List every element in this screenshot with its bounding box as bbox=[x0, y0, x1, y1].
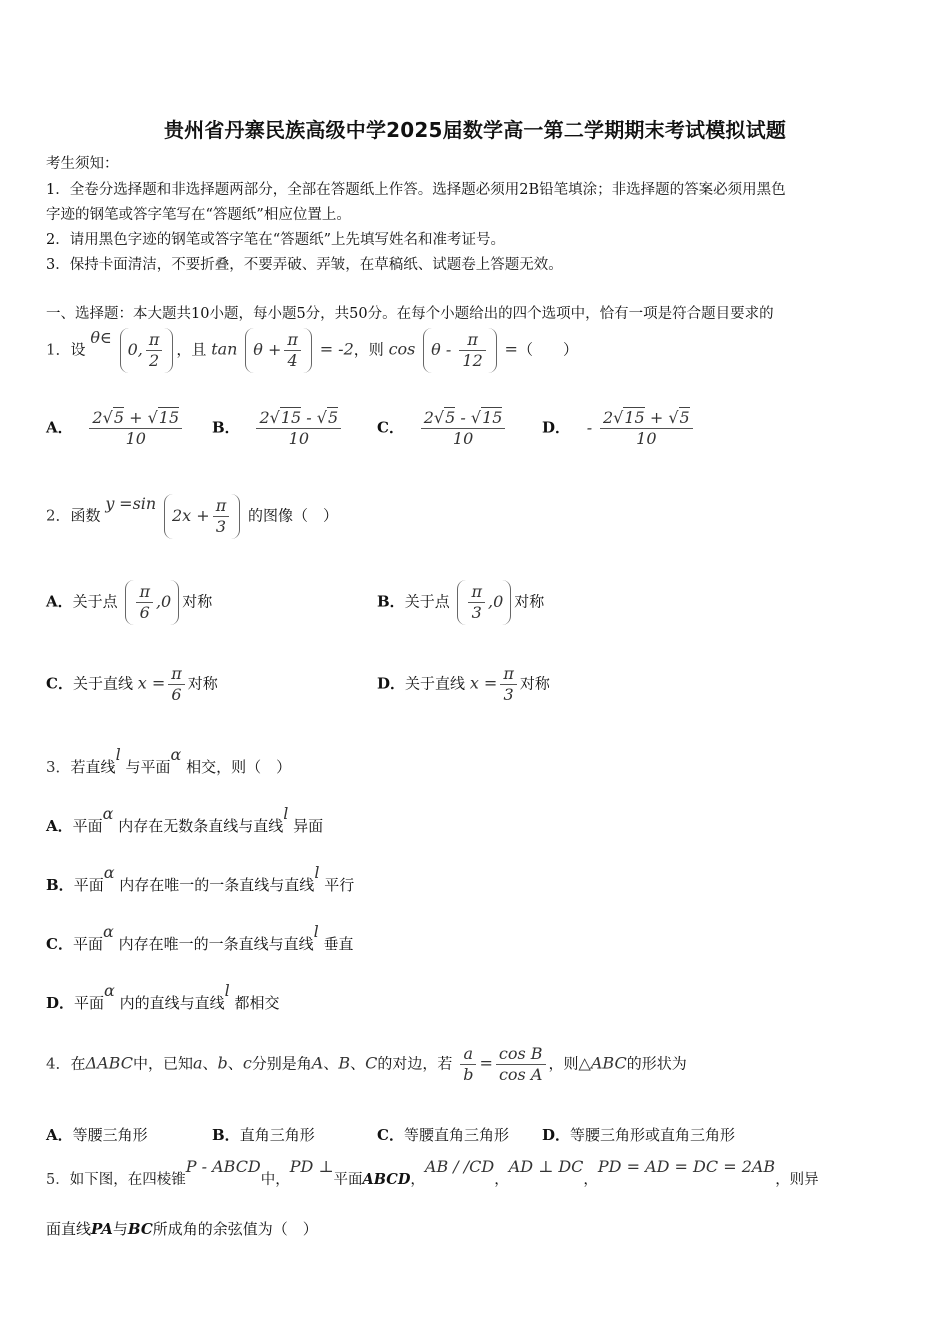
notice-item-1-line-1: 1．全卷分选择题和非选择题两部分，全部在答题纸上作答。选择题必须用2B铅笔填涂；非选择题的答案必须用黑色 bbox=[46, 182, 786, 198]
q3-option-b[interactable]: B．平面α 内存在唯一的一条直线与直线l 平行 bbox=[46, 863, 355, 894]
q4-option-d[interactable]: D．等腰三角形或直角三角形 bbox=[542, 1126, 736, 1144]
section-heading: 一、选择题：本大题共10小题，每小题5分，共50分。在每个小题给出的四个选项中，恰有一项是符合题目要求的 bbox=[46, 306, 774, 322]
question-1: 1．设 θ∈ 0, $\frac{\pi}{2}$ ，且 tan θ + $\frac{\pi}{4}$ = -2，则 cos θ - $\frac{\pi}{12}$ =（ ） bbox=[46, 328, 578, 373]
q2-option-d[interactable]: D．关于直线 x = $\frac{\pi}{3}$ 对称 bbox=[377, 664, 550, 704]
q4-option-b[interactable]: B．直角三角形 bbox=[212, 1126, 315, 1144]
notice-item-3: 3．保持卡面清洁，不要折叠，不要弄破、弄皱，在草稿纸、试题卷上答题无效。 bbox=[46, 257, 563, 273]
interval: 0, $\frac{\pi}{2}$ bbox=[120, 328, 174, 373]
question-5: 5．如下图，在四棱锥P - ABCD中，PD ⊥平面ABCD，AB / /CD，AD ⊥ DC，PD = AD = DC = 2AB，则异 bbox=[46, 1157, 819, 1188]
question-5-line-2: 面直线PA与BC所成角的余弦值为（ ） bbox=[46, 1220, 318, 1238]
q3-option-c[interactable]: C．平面α 内存在唯一的一条直线与直线l 垂直 bbox=[46, 922, 354, 953]
q4-option-a[interactable]: A．等腰三角形 bbox=[46, 1126, 148, 1144]
q3-option-d[interactable]: D．平面α 内的直线与直线l 都相交 bbox=[46, 981, 280, 1012]
q1-option-a[interactable]: A． $\frac{2√ 5 + √ 15}{10}$ bbox=[46, 408, 185, 449]
question-4: 4．在ΔABC中，已知a、b、c分别是角A、B、C的对边，若 $\frac{a}{b}$ = $\frac{\text{cos B}}{\text{cos A}}$ ，则△ABC的形状为 bbox=[46, 1044, 687, 1084]
notice-item-2: 2．请用黑色字迹的钢笔或答字笔在“答题纸”上先填写姓名和准考证号。 bbox=[46, 232, 506, 248]
q4-option-c[interactable]: C．等腰直角三角形 bbox=[377, 1126, 509, 1144]
question-number: 1． bbox=[46, 340, 71, 359]
q3-option-a[interactable]: A．平面α 内存在无数条直线与直线l 异面 bbox=[46, 804, 324, 835]
question-2: 2．函数 y =sin 2x + $\frac{\pi}{3}$ 的图像（ ） bbox=[46, 494, 338, 539]
question-3: 3．若直线l 与平面α 相交，则（ ） bbox=[46, 745, 292, 776]
q1-option-c[interactable]: C． $\frac{2√ 5 - √ 15}{10}$ bbox=[377, 408, 508, 449]
q2-option-b[interactable]: B．关于点 $\frac{\pi}{3}$ ,0 对称 bbox=[377, 580, 544, 625]
q2-option-a[interactable]: A．关于点 $\frac{\pi}{6}$ ,0 对称 bbox=[46, 580, 212, 625]
exam-title: 贵州省丹寨民族高级中学2025届数学高一第二学期期末考试模拟试题 bbox=[163, 118, 787, 142]
notice-heading: 考生须知： bbox=[46, 156, 119, 172]
notice-item-1-line-2: 字迹的钢笔或答字笔写在“答题纸”相应位置上。 bbox=[46, 207, 351, 223]
q1-option-b[interactable]: B． $\frac{2√ 15 - √ 5}{10}$ bbox=[212, 408, 344, 449]
q2-option-c[interactable]: C．关于直线 x = $\frac{\pi}{6}$ 对称 bbox=[46, 664, 218, 704]
q1-option-d[interactable]: D． - $\frac{2√ 15 + √ 5}{10}$ bbox=[542, 408, 696, 449]
